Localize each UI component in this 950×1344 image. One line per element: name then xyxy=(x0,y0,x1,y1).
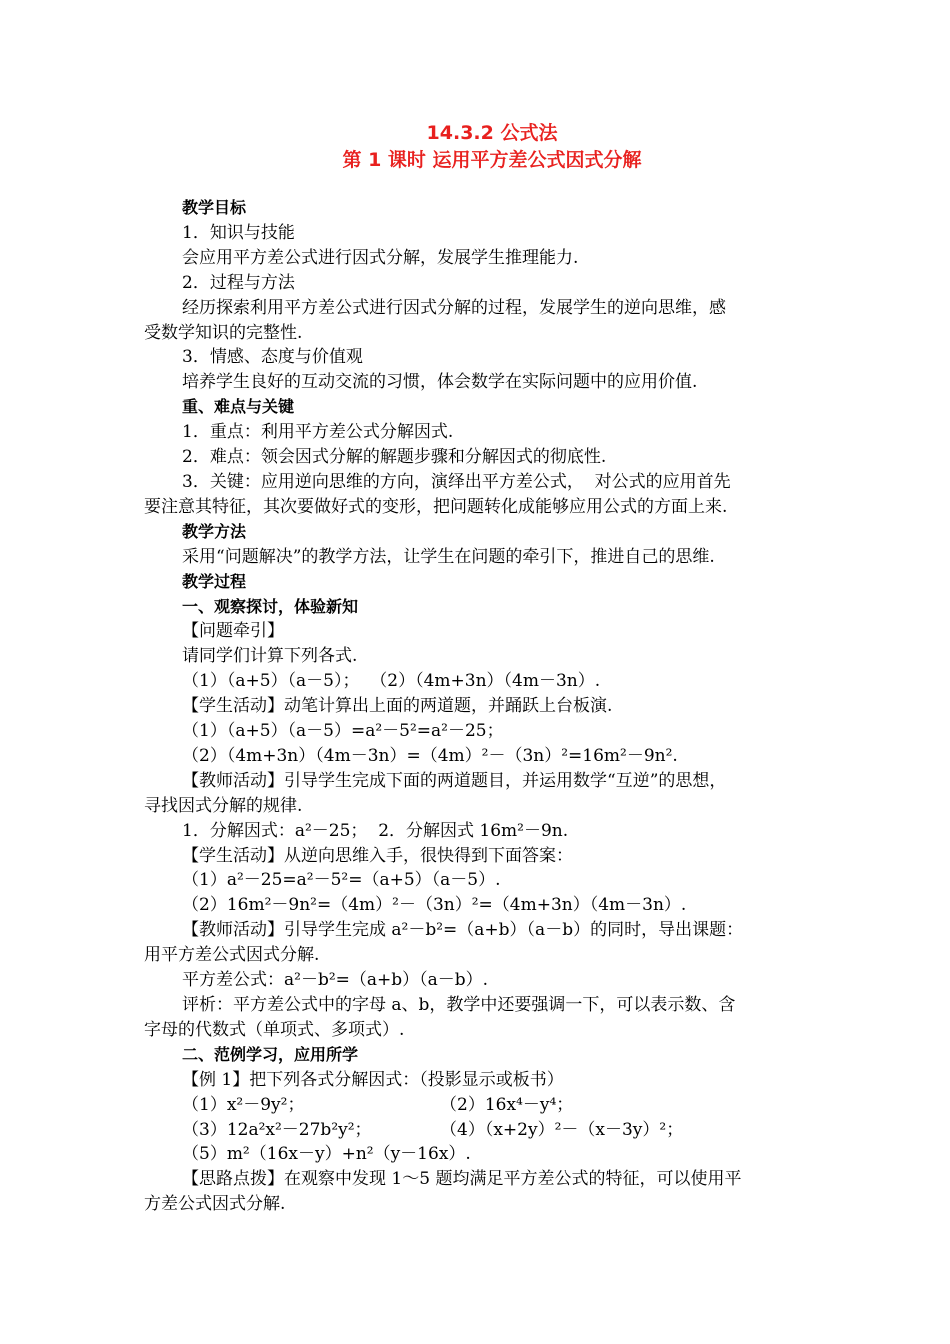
document-page xyxy=(144,120,810,1217)
text-line: 寻找因式分解的规律. xyxy=(144,795,303,816)
text-line: 采用“问题解决”的教学方法，让学生在问题的牵引下，推进自己的思维. xyxy=(182,546,715,567)
text-line: 用平方差公式因式分解. xyxy=(144,945,320,966)
text-line: 1．重点：利用平方差公式分解因式. xyxy=(182,422,454,443)
text-line: 3．情感、态度与价值观 xyxy=(182,347,363,368)
text-line: 请同学们计算下列各式. xyxy=(182,646,358,667)
exercise-list xyxy=(144,1093,810,1143)
text-line: （1）（a+5）（a－5）； （2）（4m+3n）（4m－3n）. xyxy=(182,671,601,692)
document-body xyxy=(144,196,810,1093)
text-line: （2）16m²－9n²=（4m）²－（3n）²=（4m+3n）（4m－3n）. xyxy=(182,895,687,916)
text-line: 【学生活动】从逆向思维入手，很快得到下面答案： xyxy=(182,845,573,866)
text-line: 经历探索利用平方差公式进行因式分解的过程，发展学生的逆向思维，感 xyxy=(182,297,726,318)
section-heading: 一、观察探讨，体验新知 xyxy=(182,596,359,616)
exercise-item: （3）12a²x²－27b²y²； xyxy=(182,1119,372,1140)
text-line: 【教师活动】引导学生完成下面的两道题目，并运用数学“互逆”的思想， xyxy=(182,770,727,791)
text-line: （1）（a+5）（a－5）=a²－5²=a²－25； xyxy=(182,721,504,742)
text-line: 【教师活动】引导学生完成 a²－b²=（a+b）（a－b）的同时，导出课题： xyxy=(182,920,744,941)
text-line: 平方差公式：a²－b²=（a+b）（a－b）. xyxy=(182,970,489,991)
text-line: （2）（4m+3n）（4m－3n）=（4m）²－（3n）²=16m²－9n². xyxy=(182,745,678,766)
section-heading: 教学方法 xyxy=(182,521,247,541)
document-body-end xyxy=(144,1142,810,1217)
text-line: 1．分解因式：a²－25； 2．分解因式 16m²－9n. xyxy=(182,820,569,841)
text-line: 培养学生良好的互动交流的习惯，体会数学在实际问题中的应用价值. xyxy=(182,372,698,393)
exercise-item: （1）x²－9y²； xyxy=(182,1094,305,1115)
exercise-row xyxy=(144,1093,810,1118)
text-line: 【思路点拨】在观察中发现 1～5 题均满足平方差公式的特征，可以使用平 xyxy=(182,1169,742,1190)
text-line: 2．难点：领会因式分解的解题步骤和分解因式的彻底性. xyxy=(182,447,607,468)
section-heading: 二、范例学习，应用所学 xyxy=(182,1044,359,1064)
text-line: 受数学知识的完整性. xyxy=(144,322,303,343)
section-heading: 重、难点与关键 xyxy=(182,397,295,417)
text-line: 【学生活动】动笔计算出上面的两道题，并踊跃上台板演. xyxy=(182,696,613,717)
text-line: 要注意其特征，其次要做好式的变形，把问题转化成能够应用公式的方面上来. xyxy=(144,496,728,517)
text-line: （1）a²－25=a²－5²=（a+5）（a－5）. xyxy=(182,870,501,891)
exercise-row xyxy=(144,1118,810,1143)
document-subtitle: 第 1 课时 运用平方差公式因式分解 xyxy=(342,149,642,171)
text-line: 会应用平方差公式进行因式分解，发展学生推理能力. xyxy=(182,247,579,268)
text-line: 1．知识与技能 xyxy=(182,222,295,243)
text-line: 字母的代数式（单项式、多项式）. xyxy=(144,1019,405,1040)
section-heading: 教学过程 xyxy=(182,571,247,591)
text-line: （5）m²（16x－y）+n²（y－16x）. xyxy=(182,1144,471,1165)
text-line: 评析：平方差公式中的字母 a、b，教学中还要强调一下，可以表示数、含 xyxy=(182,995,736,1015)
section-heading: 教学目标 xyxy=(182,198,247,217)
text-line: 【问题牵引】 xyxy=(182,621,284,642)
text-line: 方差公式因式分解. xyxy=(144,1194,286,1215)
exercise-item: （4）（x+2y）²－（x－3y）²； xyxy=(440,1119,684,1140)
text-line: 3．关键：应用逆向思维的方向，演绎出平方差公式， 对公式的应用首先 xyxy=(182,471,731,492)
exercise-item: （2）16x⁴－y⁴； xyxy=(440,1094,574,1115)
text-line: 【例 1】把下列各式分解因式：（投影显示或板书） xyxy=(182,1069,564,1090)
document-title: 14.3.2 公式法 xyxy=(426,122,558,144)
text-line: 2．过程与方法 xyxy=(182,272,295,293)
